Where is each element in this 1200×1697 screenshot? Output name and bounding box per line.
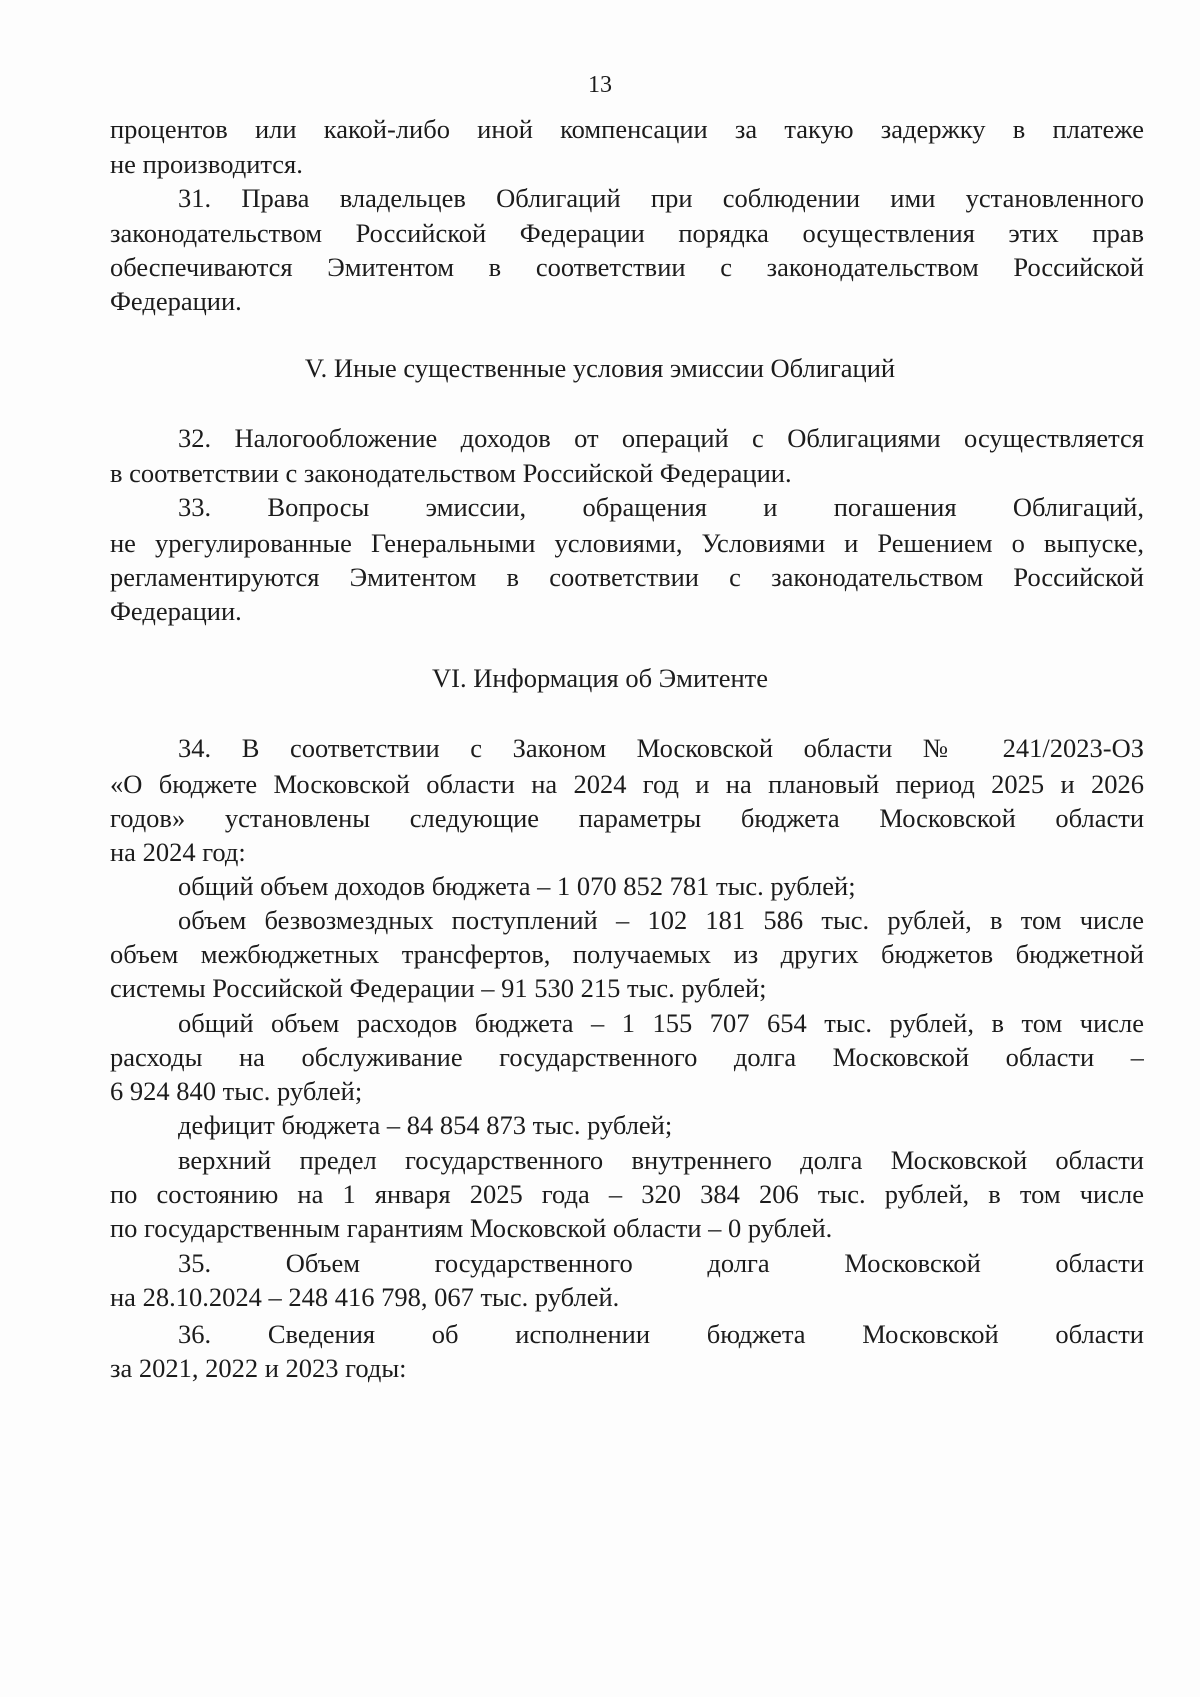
text-line: 31. Права владельцев Облигаций при соблюдении ими установленного [178,183,1144,213]
text-line: годов» установлены следующие параметры бюджета Московской области [110,803,1144,833]
text-line: по государственным гарантиям Московской области – 0 рублей. [110,1213,833,1243]
section-heading: VI. Информация об Эмитенте [432,663,768,693]
text-line: в соответствии с законодательством Российской Федерации. [110,458,792,488]
text-line: общий объем доходов бюджета – 1 070 852 781 тыс. рублей; [178,871,856,901]
text-line: на 2024 год: [110,837,246,867]
text-line: 35. Объем государственного долга Московской области [178,1248,1144,1278]
text-line: процентов или какой-либо иной компенсации за такую задержку в платеже [110,114,1144,144]
text-line: 6 924 840 тыс. рублей; [110,1076,363,1106]
text-line: по состоянию на 1 января 2025 года – 320 384 206 тыс. рублей, в том числе [110,1179,1144,1209]
text-line: верхний предел государственного внутреннего долга Московской области [178,1145,1144,1175]
section-heading: V. Иные существенные условия эмиссии Облигаций [304,353,896,383]
text-line: за 2021, 2022 и 2023 годы: [110,1353,407,1383]
text-line: законодательством Российской Федерации порядка осуществления этих прав [110,218,1144,248]
text-line: системы Российской Федерации – 91 530 215 тыс. рублей; [110,973,767,1003]
text-line: расходы на обслуживание государственного долга Московской области – [110,1042,1144,1072]
text-line: 36. Сведения об исполнении бюджета Московской области [178,1319,1144,1349]
text-line: «О бюджете Московской области на 2024 год и на плановый период 2025 и 2026 [110,769,1144,799]
text-line: 33. Вопросы эмиссии, обращения и погашения Облигаций, [178,492,1144,522]
text-line: дефицит бюджета – 84 854 873 тыс. рублей; [178,1110,673,1140]
text-line: общий объем расходов бюджета – 1 155 707 654 тыс. рублей, в том числе [178,1008,1144,1038]
text-line: не производится. [110,149,303,179]
text-line: обеспечиваются Эмитентом в соответствии с законодательством Российской [110,252,1144,282]
page-number: 13 [588,72,612,98]
text-line: объем безвозмездных поступлений – 102 181 586 тыс. рублей, в том числе [178,905,1144,935]
text-line: на 28.10.2024 – 248 416 798, 067 тыс. рублей. [110,1282,620,1312]
text-line: Федерации. [110,596,242,626]
text-line: 34. В соответствии с Законом Московской области № 241/2023-ОЗ [178,733,1144,763]
text-line: Федерации. [110,286,242,316]
text-line: объем межбюджетных трансфертов, получаемых из других бюджетов бюджетной [110,939,1144,969]
text-line: регламентируются Эмитентом в соответствии с законодательством Российской [110,562,1144,592]
text-line: 32. Налогообложение доходов от операций с Облигациями осуществляется [178,423,1144,453]
text-line: не урегулированные Генеральными условиями, Условиями и Решением о выпуске, [110,528,1144,558]
